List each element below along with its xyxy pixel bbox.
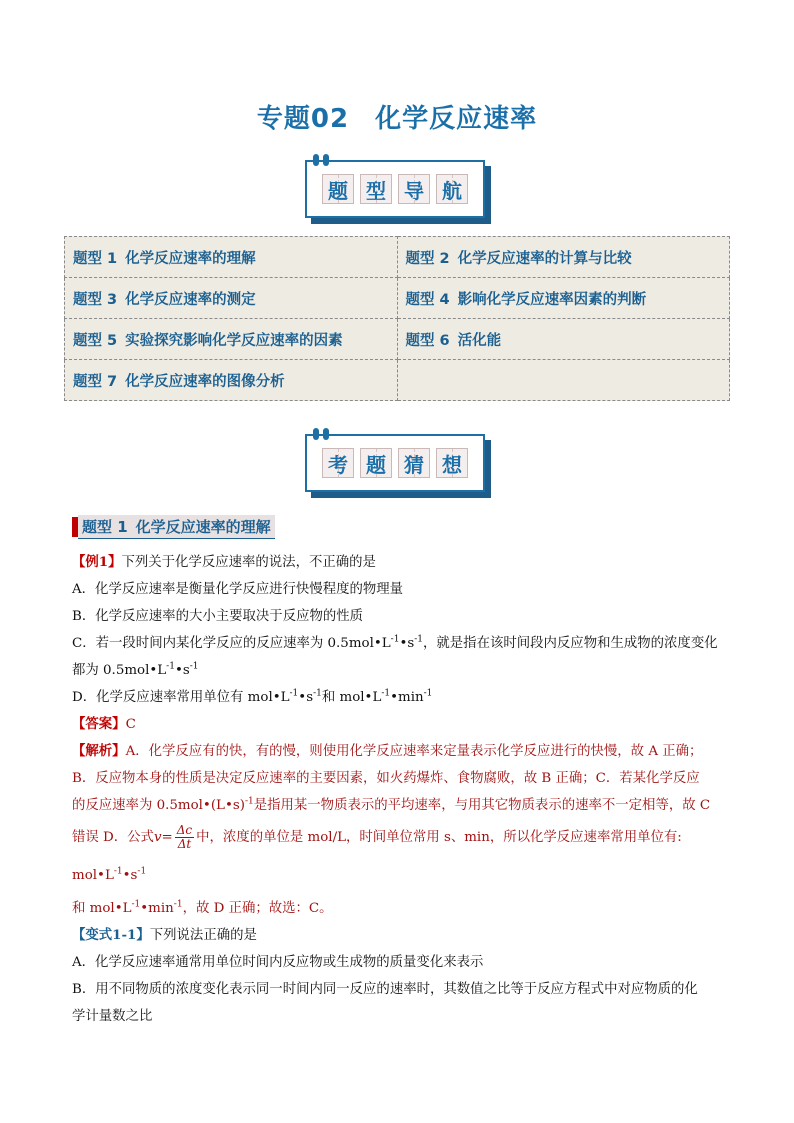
banner-char: 题: [360, 448, 392, 478]
nav-cell: 题型 1 化学反应速率的理解: [65, 237, 398, 278]
analysis-line-1: 【解析】A．化学反应有的快，有的慢，则使用化学反应速率来定量表示化学反应进行的快慢，故 A 正确；: [72, 743, 703, 759]
nav-cell: 题型 5 实验探究影响化学反应速率的因素: [65, 319, 398, 360]
variant-option-a: A．化学反应速率通常用单位时间内反应物或生成物的质量变化来表示: [72, 955, 484, 970]
option-d: D．化学反应速率常用单位有 $mol•L^{-1}•s^{-1}$和 $mol•L^{-1}•\min^{-1}$: [72, 688, 433, 705]
binder-ring-icon: [323, 154, 329, 166]
answer: 【答案】C: [72, 716, 136, 732]
page-title: [0, 98, 794, 135]
nav-cell: 题型 3 化学反应速率的测定: [65, 278, 398, 319]
analysis-line-2: B．反应物本身的性质是决定反应速率的主要因素，如火药爆炸、食物腐败，故 B 正确；C．若某化学反应: [72, 771, 700, 786]
title-name: 化学反应速率: [375, 104, 538, 134]
nav-cell: 题型 6 活化能: [397, 319, 730, 360]
option-b: B．化学反应速率的大小主要取决于反应物的性质: [72, 609, 364, 624]
option-c-cont: 都为 $0.5mol•L^{-1}•s^{-1}$: [72, 661, 199, 678]
nav-cell: 题型 4 影响化学反应速率因素的判断: [397, 278, 730, 319]
option-a: A．化学反应速率是衡量化学反应进行快慢程度的物理量: [72, 582, 404, 597]
analysis-line-5: 和 $mol•L^{-1}•\min^{-1}$，故 D 正确；故选：C。: [72, 899, 333, 916]
banner-char: 导: [398, 174, 430, 204]
analysis-line-4: 错误 D．公式v= $\frac{\Delta c}{\Delta t}$ 中，浓度的单位是 mol/L，时间单位常用 s、min，所以化学反应速率常用单位有: $mol•L^{-1}•s^{-1}$: [72, 823, 682, 883]
banner-char: 型: [360, 174, 392, 204]
nav-cell-empty: [397, 360, 730, 401]
title-prefix: 专题: [256, 104, 311, 134]
formula-fraction: $\frac{\Delta c}{\Delta t}$: [176, 823, 193, 851]
banner-exam-guess: [305, 434, 495, 498]
banner-char: 考: [322, 448, 354, 478]
banner-char: 想: [436, 448, 468, 478]
title-number: 02: [310, 104, 350, 134]
binder-ring-icon: [313, 154, 319, 166]
section-heading: 题型 1 化学反应速率的理解: [72, 515, 275, 539]
question-type-table: [64, 236, 730, 401]
banner-char: 航: [436, 174, 468, 204]
banner-char: 猜: [398, 448, 430, 478]
binder-ring-icon: [323, 428, 329, 440]
banner-char: 题: [322, 174, 354, 204]
variant-option-b-cont: 学计量数之比: [72, 1009, 153, 1024]
banner-question-type-nav: [305, 160, 495, 224]
binder-ring-icon: [313, 428, 319, 440]
nav-cell: 题型 7 化学反应速率的图像分析: [65, 360, 398, 401]
nav-cell: 题型 2 化学反应速率的计算与比较: [397, 237, 730, 278]
option-c: C．若一段时间内某化学反应的反应速率为 $0.5mol•L^{-1}•s^{-1}$，就是指在该时间段内反应物和生成物的浓度变化: [72, 634, 718, 651]
variant-question: 【变式1-1】下列说法正确的是: [72, 927, 257, 943]
analysis-line-3: 的反应速率为 0.5mol•(L•s)$^{-1}$是指用某一物质表示的平均速率，与用其它物质表示的速率不一定相等，故 C: [72, 796, 711, 813]
example-question: 【例1】下列关于化学反应速率的说法，不正确的是: [72, 554, 376, 570]
example-content: [72, 549, 724, 1030]
variant-option-b: B．用不同物质的浓度变化表示同一时间内同一反应的速率时，其数值之比等于反应方程式中对应物质的化: [72, 982, 698, 997]
